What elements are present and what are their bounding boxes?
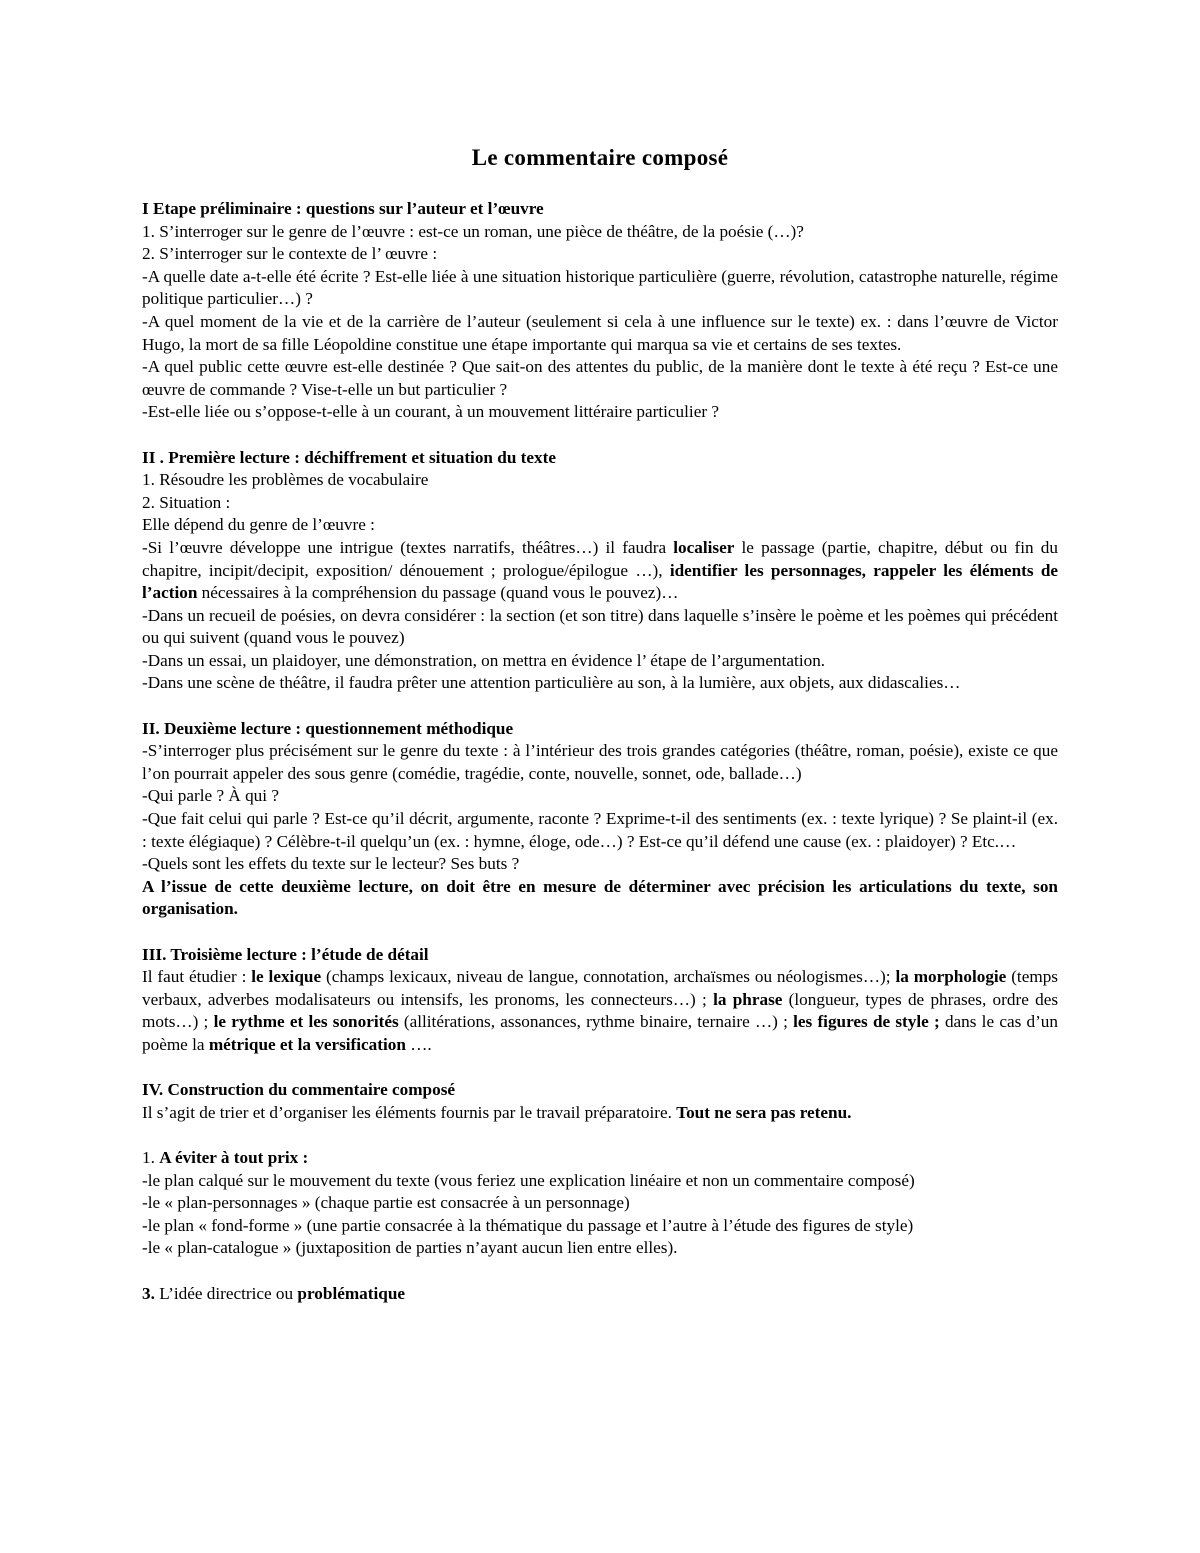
text-run: dans le cas d’un poème la (142, 1012, 1058, 1054)
text-line: -Est-elle liée ou s’oppose-t-elle à un courant, à un mouvement littéraire particulier ? (142, 402, 719, 422)
section-heading: II. Deuxième lecture : questionnement méthodique (142, 718, 514, 738)
section-heading: III. Troisième lecture : l’étude de détail (142, 944, 429, 964)
text-line: 2. Situation : (142, 492, 231, 512)
section-third-reading (142, 944, 1058, 1057)
section-avoid (142, 1147, 1058, 1260)
bold-run: le rythme et les sonorités (213, 1012, 399, 1032)
section-heading: II . Première lecture : déchiffrement et situation du texte (142, 447, 556, 467)
text-line: -le « plan-personnages » (chaque partie est consacrée à un personnage) (142, 1193, 630, 1213)
section-second-reading (142, 718, 1058, 921)
section-construction (142, 1079, 1058, 1124)
text-run: (temps verbaux, adverbes modalisateurs ou intensifs, les pronoms, les connecteurs…) ; (142, 967, 1058, 1009)
section-problematic (142, 1283, 1058, 1306)
text-run: Il s’agit de trier et d’organiser les éléments fournis par le travail préparatoire. (142, 1102, 677, 1122)
text-line: -Qui parle ? À qui ? (142, 786, 279, 806)
bold-run: identifier les personnages, rappeler les éléments de l’action (142, 560, 1059, 603)
text-line: -le plan « fond-forme » (une partie consacrée à la thématique du passage et l’autre à l’étude des figures de style) (142, 1215, 914, 1235)
paragraph (142, 537, 1058, 605)
bold-run: Tout ne sera pas retenu. (676, 1102, 852, 1122)
section-preliminary (142, 198, 1058, 424)
section-first-reading (142, 447, 1058, 696)
bold-run: la phrase (713, 989, 783, 1009)
bold-run: problématique (297, 1283, 406, 1303)
text-run: -Si l’œuvre développe une intrigue (textes narratifs, théâtres…) il faudra (142, 537, 674, 557)
text-line: 1. Résoudre les problèmes de vocabulaire (142, 470, 429, 490)
paragraph: -Dans un recueil de poésies, on devra considérer : la section (et son titre) dans laquelle s’insère le poème et les poèmes qui précédent ou qui suivent (quand vous le pouvez) (142, 605, 1058, 648)
text-line: -le « plan-catalogue » (juxtaposition de parties n’ayant aucun lien entre elles). (142, 1238, 678, 1258)
bold-run: les figures de style ; (793, 1012, 940, 1032)
text-run: …. (405, 1034, 432, 1054)
text-run: (champs lexicaux, niveau de langue, connotation, archaïsmes ou néologismes…); (321, 967, 896, 987)
bold-run: le lexique (251, 967, 322, 987)
text-line: -Quels sont les effets du texte sur le lecteur? Ses buts ? (142, 854, 520, 874)
paragraph: -Que fait celui qui parle ? Est-ce qu’il décrit, argumente, raconte ? Exprime-t-il des sentiments (ex. : texte lyrique) ? Se plaint-il (ex. : texte élégiaque) ? Célèbre-t-il quelqu’un (ex. : hymne, éloge, ode…) ? Est-ce qu’il défend une cause (ex. : plaidoyer) ? Etc.… (142, 809, 1058, 851)
paragraph: -A quel moment de la vie et de la carrière de l’auteur (seulement si cela à une influence sur le texte) ex. : dans l’œuvre de Victor Hugo, la mort de sa fille Léopoldine constitue une étape importante qui marqua sa vie et certains de ses textes. (142, 311, 1058, 354)
paragraph: -A quelle date a-t-elle été écrite ? Est-elle liée à une situation historique particulière (guerre, révolution, catastrophe naturelle, régime politique particulier…) ? (142, 266, 1058, 309)
document-title: Le commentaire composé (471, 145, 729, 170)
text-run: 1. (142, 1147, 160, 1167)
text-line: 1. S’interroger sur le genre de l’œuvre : est-ce un roman, une pièce de théâtre, de la poésie (…)? (142, 221, 804, 241)
text-line (142, 1102, 1058, 1125)
text-line: Elle dépend du genre de l’œuvre : (142, 515, 375, 535)
bold-run: 3. (142, 1283, 155, 1303)
text-line: -Dans un essai, un plaidoyer, une démonstration, on mettra en évidence l’ étape de l’argumentation. (142, 650, 826, 670)
subsection-heading (142, 1147, 1058, 1170)
paragraph: -Dans une scène de théâtre, il faudra prêter une attention particulière au son, à la lumière, aux objets, aux didascalies… (142, 673, 961, 693)
text-line: 2. S’interroger sur le contexte de l’ œuvre : (142, 244, 438, 264)
paragraph: -A quel public cette œuvre est-elle destinée ? Que sait-on des attentes du public, de la manière dont le texte à été reçu ? Est-ce une œuvre de commande ? Vise-t-elle un but particulier ? (142, 357, 1058, 399)
bold-run: métrique et la versification (208, 1034, 406, 1054)
bold-run: localiser (673, 537, 735, 557)
text-run: (longueur, types de phrases, ordre des mots…) ; (142, 989, 1059, 1032)
bold-run: A éviter à tout prix : (159, 1147, 309, 1167)
section-heading: IV. Construction du commentaire composé (142, 1080, 456, 1100)
text-run: nécessaires à la compréhension du passage (quand vous le pouvez)… (197, 583, 679, 603)
paragraph (142, 966, 1058, 1056)
text-run: Il faut étudier : (142, 967, 252, 987)
text-run: (allitérations, assonances, rythme binaire, ternaire …) ; (398, 1012, 794, 1032)
text-run: L’idée directrice ou (154, 1283, 298, 1303)
section-heading: I Etape préliminaire : questions sur l’auteur et l’œuvre (142, 199, 544, 218)
paragraph: -S’interroger plus précisément sur le genre du texte : à l’intérieur des trois grandes catégories (théâtre, roman, poésie), existe ce que l’on pourrait appeler des sous genre (comédie, tragédie, conte, nouvelle, sonnet, ode, ballade…) (142, 741, 1058, 783)
subsection-heading (142, 1283, 1058, 1306)
text-run: le passage (partie, chapitre, début ou fin du chapitre, incipit/decipit, exposition/ dénouement ; prologue/épilogue …), (142, 537, 1058, 580)
bold-run: la morphologie (895, 967, 1007, 987)
conclusion-paragraph: A l’issue de cette deuxième lecture, on doit être en mesure de déterminer avec précision les articulations du texte, son organisation. (142, 876, 1058, 919)
text-line: -le plan calqué sur le mouvement du texte (vous feriez une explication linéaire et non un commentaire composé) (142, 1170, 915, 1190)
